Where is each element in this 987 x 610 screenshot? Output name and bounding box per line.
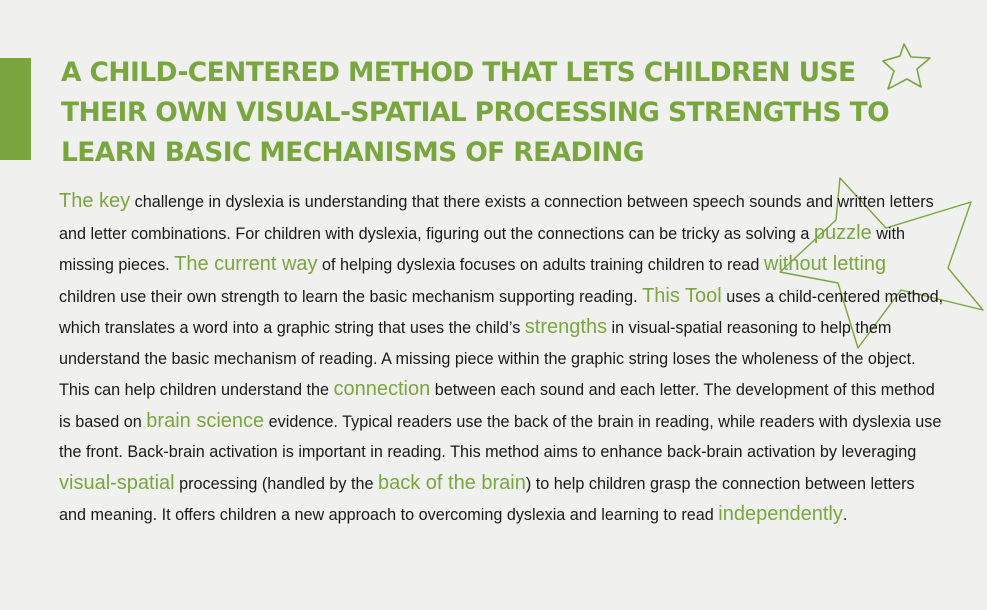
accent-bar — [0, 58, 31, 160]
body-text-segment: uses a child-centered method, which translates a word into a graphic string that uses the child’s — [59, 287, 944, 337]
body-text-segment: children use their own strength to learn the basic mechanism supporting reading. — [59, 287, 643, 306]
body-paragraph — [59, 186, 944, 531]
body-text-segment: with missing pieces. — [59, 224, 906, 274]
highlight-phrase: puzzle — [813, 221, 872, 244]
highlight-phrase: connection — [333, 378, 431, 400]
body-text-segment: between each sound and each letter. The development of this method is based on — [59, 381, 935, 431]
body-text-segment: challenge in dyslexia is understanding that there exists a connection between speech sounds and written letters and letter combinations. For children with dyslexia, figuring out the connections can be tricky as solving a — [59, 193, 934, 243]
highlight-phrase: strengths — [524, 316, 608, 338]
highlight-phrase: brain science — [146, 409, 265, 432]
highlight-phrase: back of the brain — [377, 471, 526, 494]
body-text-segment: processing (handled by the — [174, 474, 378, 493]
highlight-phrase: visual-spatial — [59, 471, 175, 494]
highlight-phrase: independently — [718, 503, 843, 525]
body-text-segment: ) to help children grasp the connection between letters and meaning. It offers children a new approach to overcoming dyslexia and learning to read — [59, 474, 915, 524]
highlight-phrase: The current way — [174, 253, 318, 275]
highlight-phrase: The key — [59, 190, 131, 212]
highlight-phrase: This Tool — [642, 284, 722, 307]
body-text-segment: of helping dyslexia focuses on adults training children to read — [317, 256, 764, 274]
page-title: A CHILD-CENTERED METHOD THAT LETS CHILDREN USE THEIR OWN VISUAL-SPATIAL PROCESSING STRENGTHS TO LEARN BASIC MECHANISMS OF READING — [61, 57, 890, 168]
highlight-phrase: without letting — [763, 253, 887, 275]
body-text-segment: . — [842, 506, 848, 524]
body-text-segment: evidence. Typical readers use the back of the brain in reading, while readers with dyslexia use the front. Back-brain activation is important in reading. This method aims to enhance back-brain activation by leveraging — [59, 412, 942, 461]
star-outline-small-icon — [880, 40, 934, 92]
body-text-segment: in visual-spatial reasoning to help them understand the basic mechanism of reading. A missing piece within the graphic string loses the wholeness of the object. This can help children understand the — [59, 319, 916, 399]
